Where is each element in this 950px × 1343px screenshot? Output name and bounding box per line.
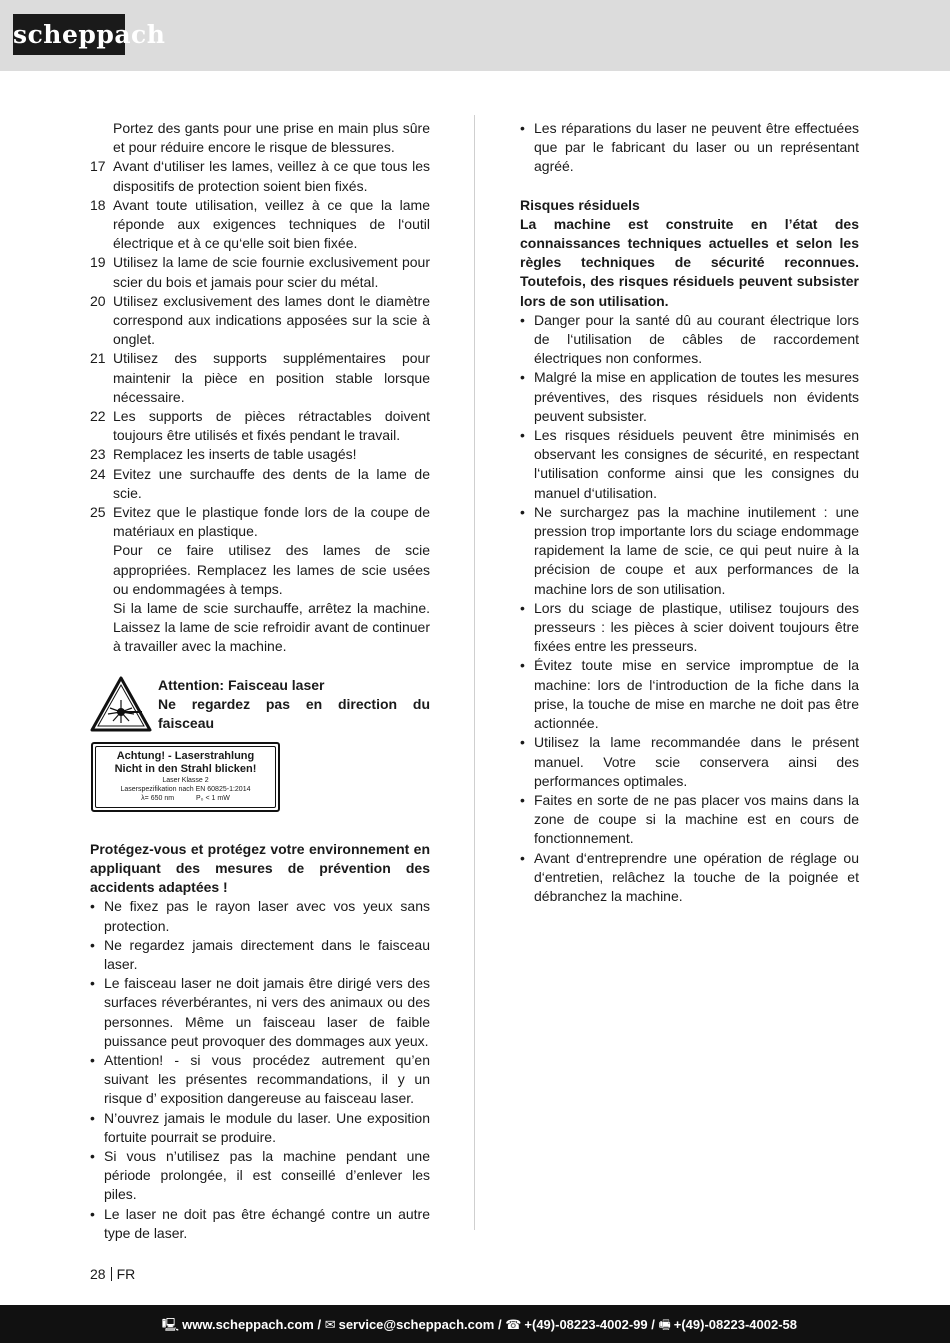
- bullet-text: Avant d‘entreprendre une opération de réglage ou d‘entretien, relâchez la touche de la poignée et débranchez la machine.: [534, 849, 859, 904]
- scheppach-logo: scheppach: [13, 14, 125, 55]
- list-item: [520, 791, 859, 849]
- mail-icon: ✉: [324, 1317, 336, 1332]
- item-number: 22: [90, 408, 106, 425]
- left-column: [90, 119, 430, 1243]
- bullet-text: Le laser ne doit pas être échangé contre un autre type de laser.: [104, 1205, 430, 1241]
- item-text: Evitez que le plastique fonde lors de la coupe de matériaux en plastique.: [113, 504, 430, 540]
- list-item: [520, 733, 859, 791]
- page-number: [90, 1266, 135, 1282]
- item-text: Avant d‘utiliser les lames, veillez à ce que tous les dispositifs de protection soient bien fixés.: [113, 158, 430, 194]
- list-item: [90, 1051, 430, 1109]
- laser-label-power: P₀ < 1 mW: [196, 794, 230, 802]
- laser-warning-block: [90, 676, 430, 821]
- bullet-text: Ne fixez pas le rayon laser avec vos yeux sans protection.: [104, 898, 430, 934]
- item-text: Evitez une surchauffe des dents de la lame de scie.: [113, 465, 430, 501]
- item-text: Utilisez la lame de scie fournie exclusivement pour scier du bois et jamais pour scier du métal.: [113, 254, 430, 290]
- bullet-dot: •: [520, 311, 525, 328]
- bullet-dot: •: [90, 1147, 95, 1164]
- bullet-dot: •: [520, 657, 525, 674]
- bullet-text: Ne surchargez pas la machine inutilement : une pression trop importante lors du sciage endommage rapidement la lame de scie, ce qui peut nuire à la précision de coupe et aux performances de la machine lors de son utilisation.: [534, 503, 859, 597]
- column-divider: [474, 115, 475, 1230]
- bullet-dot: •: [90, 1109, 95, 1126]
- bullet-text: Ne regardez jamais directement dans le faisceau laser.: [104, 936, 430, 972]
- item-number: 17: [90, 158, 106, 175]
- list-item: [90, 1147, 430, 1205]
- numbered-item: [90, 196, 430, 254]
- laser-class-label: [91, 742, 280, 812]
- item-text: Remplacez les inserts de table usagés!: [113, 446, 357, 463]
- bullet-text: Lors du sciage de plastique, utilisez toujours des presseurs : les pièces à scier doivent toujours être fixées entre les presseurs.: [534, 599, 859, 655]
- bullet-dot: •: [520, 849, 525, 866]
- footer-contact: [162, 1316, 797, 1338]
- bullet-text: Si vous n’utilisez pas la machine pendant une période prolongée, il est conseillé d’enlever les piles.: [104, 1147, 430, 1203]
- item-number: 21: [90, 350, 106, 367]
- bullet-dot: •: [520, 599, 525, 616]
- numbered-item: [90, 503, 430, 541]
- list-item: [90, 936, 430, 974]
- numbered-item: [90, 253, 430, 291]
- item-number: 25: [90, 504, 106, 521]
- page-language: FR: [116, 1266, 136, 1282]
- bullet-text: Danger pour la santé dû au courant électrique lors de l‘utilisation de câbles de raccordement électriques non conformes.: [534, 311, 859, 367]
- item-number: 23: [90, 446, 106, 463]
- item-number: 19: [90, 254, 106, 271]
- bullet-dot: •: [520, 503, 525, 520]
- item-number: 20: [90, 292, 106, 309]
- item-text: Utilisez des supports supplémentaires pour maintenir la pièce en position stable lorsque nécessaire.: [113, 350, 430, 405]
- numbered-item: [90, 445, 430, 464]
- bullet-text: Le faisceau laser ne doit jamais être dirigé vers des surfaces réverbérantes, ni vers des animaux ou des personnes. Même un faisceau laser de faible puissance peut provoquer des dommages aux yeux.: [104, 975, 430, 1049]
- numbered-item: [90, 407, 430, 445]
- bullet-dot: •: [90, 975, 95, 992]
- bullet-text: Évitez toute mise en service impromptue de la machine: lors de l‘introduction de la fiche dans la prise, la touche de mise en marche ne doit pas être actionnée.: [534, 657, 859, 732]
- laser-label-line2: Nicht in den Strahl blicken!: [114, 762, 257, 775]
- bullet-text: Les risques résiduels peuvent être minimisés en observant les consignes de sécurité, en respectant l‘utilisation conforme ainsi que les consignes du manuel d‘utilisation.: [534, 427, 859, 501]
- bullet-dot: •: [520, 791, 525, 808]
- intro-continuation: Portez des gants pour une prise en main plus sûre et pour réduire encore le risque de blessures.: [113, 120, 430, 156]
- list-item: [520, 426, 859, 503]
- footer-phone: +(49)-08223-4002-99 /: [524, 1317, 655, 1332]
- item-text: Avant toute utilisation, veillez à ce que la lame réponde aux exigences techniques de l‘outil électrique et à ce qu‘elle soit bien fixée.: [113, 196, 430, 252]
- list-item: [520, 503, 859, 599]
- numbered-item: [90, 465, 430, 503]
- residual-risks-intro: La machine est construite en l’état des connaissances techniques actuelles et selon les règles techniques de sécurité reconnues. Toutefois, des risques résiduels peuvent subsister lors de son utilisation.: [520, 215, 859, 309]
- bullet-dot: •: [90, 898, 95, 915]
- bullet-dot: •: [520, 427, 525, 444]
- right-column: [520, 119, 859, 906]
- numbered-item: [90, 349, 430, 407]
- footer-website[interactable]: www.scheppach.com /: [182, 1317, 322, 1332]
- item-number: 24: [90, 465, 106, 482]
- list-item: [90, 1109, 430, 1147]
- list-item: [520, 849, 859, 907]
- list-item: [520, 368, 859, 426]
- item-text: Les supports de pièces rétractables doivent toujours être utilisés et fixés pendant le travail.: [113, 408, 430, 444]
- bullet-dot: •: [90, 936, 95, 953]
- laser-attention-title: Attention: Faisceau laser: [158, 676, 325, 693]
- laser-label-spec: Laserspezifikation nach EN 60825-1:2014: [120, 785, 251, 793]
- residual-risks-heading: Risques résiduels: [520, 196, 640, 213]
- list-item: [90, 974, 430, 1051]
- numbered-item: [90, 157, 430, 195]
- list-item: [90, 1205, 430, 1243]
- bullet-dot: •: [520, 734, 525, 751]
- computer-icon: 🖳: [161, 1317, 180, 1332]
- item-text: Utilisez exclusivement des lames dont le diamètre correspond aux indications apposées sur la scie à onglet.: [113, 292, 430, 348]
- list-item: [520, 656, 859, 733]
- footer-fax: +(49)-08223-4002-58: [673, 1317, 797, 1332]
- laser-label-class: Laser Klasse 2: [162, 776, 209, 784]
- page-number-value: 28: [90, 1266, 106, 1282]
- residual-bullet-list: [520, 311, 859, 906]
- bullet-text: Malgré la mise en application de toutes les mesures préventives, des risques résiduels non évidents peuvent subsister.: [534, 369, 859, 424]
- laser-attention-text: [158, 676, 430, 734]
- list-item: [90, 897, 430, 935]
- laser-label-wavelength: λ= 650 nm: [141, 794, 175, 802]
- footer-email[interactable]: service@scheppach.com /: [338, 1317, 502, 1332]
- repair-bullet: Les réparations du laser ne peuvent être effectuées que par le fabricant du laser ou un représentant agréé.: [534, 120, 859, 175]
- bullet-text: Utilisez la lame recommandée dans le présent manuel. Votre scie conservera ainsi des performances optimales.: [534, 734, 859, 789]
- numbered-item: [90, 292, 430, 350]
- item-number: 18: [90, 196, 106, 213]
- item25-extra-1: Pour ce faire utilisez des lames de scie appropriées. Remplacez les lames de scie usées ou endommagées à temps.: [113, 542, 430, 597]
- laser-warning-icon: [90, 676, 152, 732]
- bullet-dot: •: [90, 1051, 95, 1068]
- protect-bullet-list: [90, 897, 430, 1243]
- item25-extra-2: Si la lame de scie surchauffe, arrêtez la machine. Laissez la lame de scie refroidir avant de continuer à travailler avec la machine.: [113, 600, 430, 655]
- page-footer: [0, 1305, 950, 1343]
- list-item: [520, 599, 859, 657]
- list-item: [520, 311, 859, 369]
- laser-label-line1: Achtung! - Laserstrahlung: [116, 749, 255, 762]
- list-item: • Les réparations du laser ne peuvent être effectuées que par le fabricant du laser ou un représentant agréé.: [520, 119, 859, 177]
- page-header: [0, 0, 950, 71]
- bullet-text: Attention! - si vous procédez autrement qu’en suivant les présentes recommandations, il y un risque d’ exposition dangereuse au faisceau laser.: [104, 1051, 430, 1107]
- bullet-dot: •: [90, 1205, 95, 1222]
- phone-icon: ☎: [505, 1317, 522, 1332]
- bullet-dot: •: [520, 369, 525, 386]
- protect-heading: Protégez-vous et protégez votre environnement en appliquant des mesures de prévention des accidents adaptées !: [90, 840, 430, 896]
- numbered-list: [90, 157, 430, 541]
- bullet-text: Faites en sorte de ne pas placer vos mains dans la zone de coupe si la machine est en cours de fonctionnement.: [534, 791, 859, 847]
- bullet-text: N’ouvrez jamais le module du laser. Une exposition fortuite pourrait se produire.: [104, 1109, 430, 1145]
- fax-icon: 🖷: [658, 1317, 671, 1332]
- laser-attention-warning: Ne regardez pas en direction du faisceau: [158, 695, 430, 732]
